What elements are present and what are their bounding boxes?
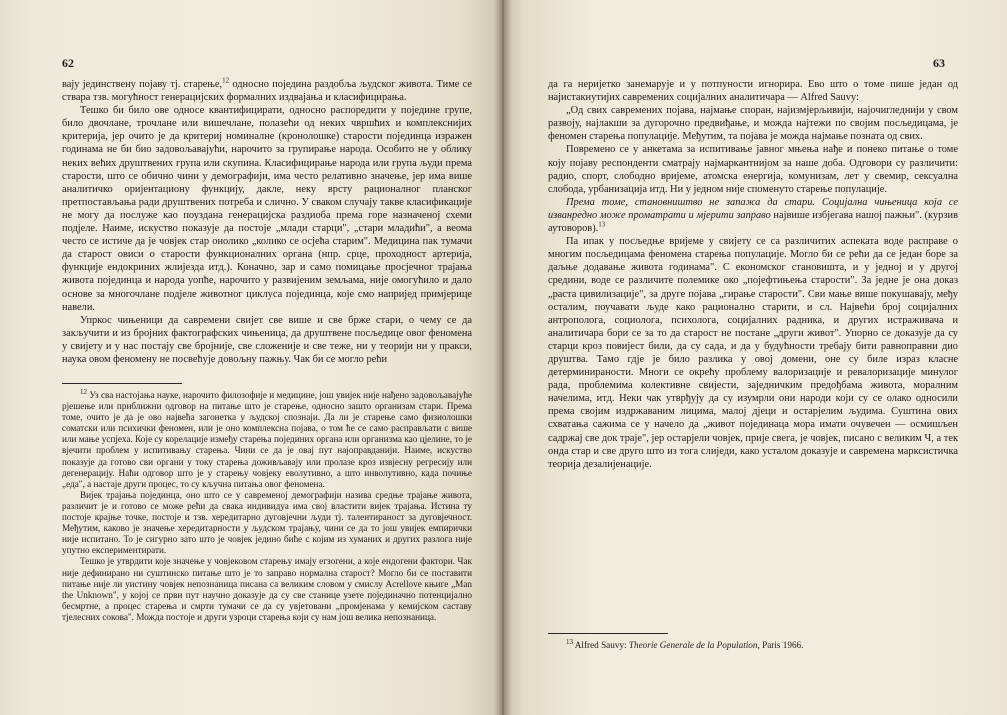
- page-number-left: 62: [62, 56, 74, 70]
- page-number-right: 63: [933, 56, 945, 70]
- book-gutter-shadow: [494, 0, 512, 715]
- right-paragraph-1: „Од свих савремених појава, најмање споран, најизмјерљивији, најочигледнији у свом развоју, најлакши за дугорочно предвиђање, и можда најтежи по својим посљедицама, је феномен старења популације. Међутим, та појава је можда најмање позната од свих.: [548, 105, 958, 143]
- footnote-ref-12: 12: [222, 76, 230, 85]
- right-paragraph-closing: Па ипак у посљедње вријеме у свијету се са различитих аспеката воде расправе о многим посљедицама феномена старења популације. Могло би се рећи да се један боре за даљње додавање живота годинама". С економског становишта, и у једној и у другој средини, воде се различите полемике око „појефтињења старости". За једне је она доказ „раста цивилизације", за друге појава „гирање старости". Сви мање више покушавају, међу осталим, поучавати људе како рационално старити, и сл. Највећи број социјалних антрополога, социолога, психолога, социјалних радника, и других истраживача и аналитичара бори се за то да старост не постане „други живот". Упорно се доказује да су старци кроз повијест били, да су сада, и да у будућности требају бити равноправни дио друштва. Тамо гдје је било разлика у овој домени, оне су биле израз класне детерминираности. Многи се окрећу проблему валоризације и ревалоризације минулог рада, проблемима колективне свијести, заједничким предођбама живота, моралним начелима, итд. Неки чак утврђују да су изумрли они народи који су се олако односили према својим издржаваним лицима, малој дјеци и остарјелим људима. Суштина ових схватања сажима се у начело да „живот појединаца мора имати очувечен — осмишљен садржај све док траје", јер остарјели човјек, прије свега, је човјек, писано с великим Ч, а тек онда стар и све друго што из тога слиједи, како усталом доказује и савремена марксистичка теорија дезалијенације.: [548, 236, 958, 470]
- right-paragraph-2: Повремено се у анкетама за испитивање јавног мњења нађе и понеко питање о томе коју појаву респонденти сматрају најмаркантнијом за наше доба. Одговори су различити: радио, спорт, слободно вријеме, атомска енергија, комунизам, лет у свемир, сексуална слобода, урбанизација итд. Ни у једном није споменуто старење популације.: [548, 144, 958, 195]
- right-footnote: [548, 637, 958, 651]
- left-paragraph-0: вају јединствену појаву тј. старење,$^{12}$ односно појединa раздобља људског живота. Тиме се ствара тзв. могућност генерацијских формалних издвајања и класифицирања.: [62, 76, 472, 104]
- footnote-12-paragraph-1: Вијек трајања појединца, оно што се у савременој демографији назива средње трајање живота, различит је и готово се може рећи да свака индивидуа има свој властити вијек трајања. Истина ту постоје крајње точке, постоје и тзв. хередитарно дуговјечни људи тј. талентираност за дуговјечност. Међутим, каково је значење хередитарности у људском трајању, чини се да то још увијек емпирички није испитано. То је сигурно зато што је човјек једино биће с којим из хуманих и других разлога није упутно експериментирати.: [62, 489, 472, 556]
- footnote-ref-13: 13: [598, 220, 606, 229]
- left-paragraph-2: Упркос чињеници да савремени свијет све више и све брже стари, о чему се да закључити и из бројних фактографских чињеница, да друштвене посљедице овог феномена у свијету и у нас постају све бројније, све сложеније и све теже, ни у теорији ни у пракси, наука овом феномену не посвећује довољну пажњу. Чак би се могло рећи: [62, 314, 472, 365]
- footnote-12-paragraph-2: Тешко је утврдити које значење у човјековом старењу имају егзогени, а које ендогени фактори. Чак није дефинирано ни суштинско питање што је то заправо нормална старост? Могло би се поставити питање није ли уистину човјек непознаница писана са великим словом у смислу Acrellove књиге „Man the Unknown", у којој се први пут научно доказује да су све станице узете појединачно потенцијално бесмртне, а процес старења и смрти тумачи се да су увјетовани „промјенама у кемијском саставу тјелесних сокова". Можда постоје и други узроци старења који су нам још велика непознаница.: [62, 556, 472, 622]
- footnote-marker-12: 12: [80, 387, 87, 396]
- right-main-text: [548, 78, 958, 471]
- footnote-separator-right: [548, 633, 668, 634]
- left-page: [0, 0, 500, 715]
- left-footnote: [62, 387, 472, 623]
- right-page: [500, 0, 1007, 715]
- right-paragraph-0: да га неријетко занемарује и у потпуности игнорира. Ево што о томе пише један од најистакнутијих савремених социјалних аналитичара — Alfred Sauvy:: [548, 79, 958, 104]
- left-main-text: [62, 78, 472, 366]
- footnote-12-paragraph-0: $^{12}$ Уз сва настојања науке, нарочито филозофије и медицине, још увијек није нађено задовољавајуће рјешење или приближни одговор на питање што је старење, односно зашто организам стари. Према томе, очито је да је ово највећа загонетка у људској спознаји. Да ли је старење само физиолошки соматски или психички феномен, или је оно комплексна појава, о том ће се само расправљати с више или мање успјеха. Које су корелације између старења појединих органа или организма као цјелине, то је вјечити проблем у испитивању старења. Чини се да је овај пут најопрaвданији. Наиме, искуство показује да готово сви органи у току старења доживљавају или пролазе кроз извјесну регресију или дегенерацију. Нaћи одговор што је у старењу човјеку еволутивно, а што инволутивно, када почиње „еда", а настаје други процес, то су кључна питања овог феномена.: [62, 387, 472, 489]
- right-quote-paragraph: Према томе, становништво не запажа да стари. Социјална чињеница која се изванредно може проматрати и мјерити заправо највише избјегава нашој пажњи". (курзив аутоворов).$^{13}$: [548, 196, 958, 235]
- footnote-marker-13: 13: [566, 637, 573, 646]
- left-paragraph-1: Тешко би било ове односе квантифицирати, односно распоредити у поједине групе, било двочлане, трочлане или вишечлане, полазећи од неких чвршћих и комплекснијих критерија, јер очито је да критериј номиналне (кронолошке) старости појединца изражен годинама не би био задовољавајући, нарочито за групирање народа. Особито не у облику неких већих друштвених група или скупина. Класифицирање народа или група људи према старости, што се обично чини у демографији, има често релативно значење, јер има више аналитичко оријентациону функцију, дакле, неку врсту рационалног планског претпостављања ради друштвених потреба и слично. У сваком случају такве класификације не могу да послуже као поуздана генерацијска раздиоба према горе назначеној схеми подјеле. Наиме, искуство показује да постоје „млади старци", „стари младићи", а веома често се истиче да је човјек стар онолико „колико се осјећа старим". Медицина пак тумачи да старост овиси о старости функционалних органа (нпр. срце, проходност артерија, функције ендокриних жлијезда итд.). Коначно, зар и само помицање просјечног трајања живота појединца и народа уопће, нарочито у развијеним земљама, није омогућило и дало основе за многочлане подјеле животног циклуса појединца, које смо напријед примјерице навели.: [62, 105, 472, 313]
- footnote-separator-left: [62, 383, 182, 384]
- footnote-13: $^{13}$ Alfred Sauvy: Theorie Generale de la Population, Paris 1966.: [566, 637, 804, 650]
